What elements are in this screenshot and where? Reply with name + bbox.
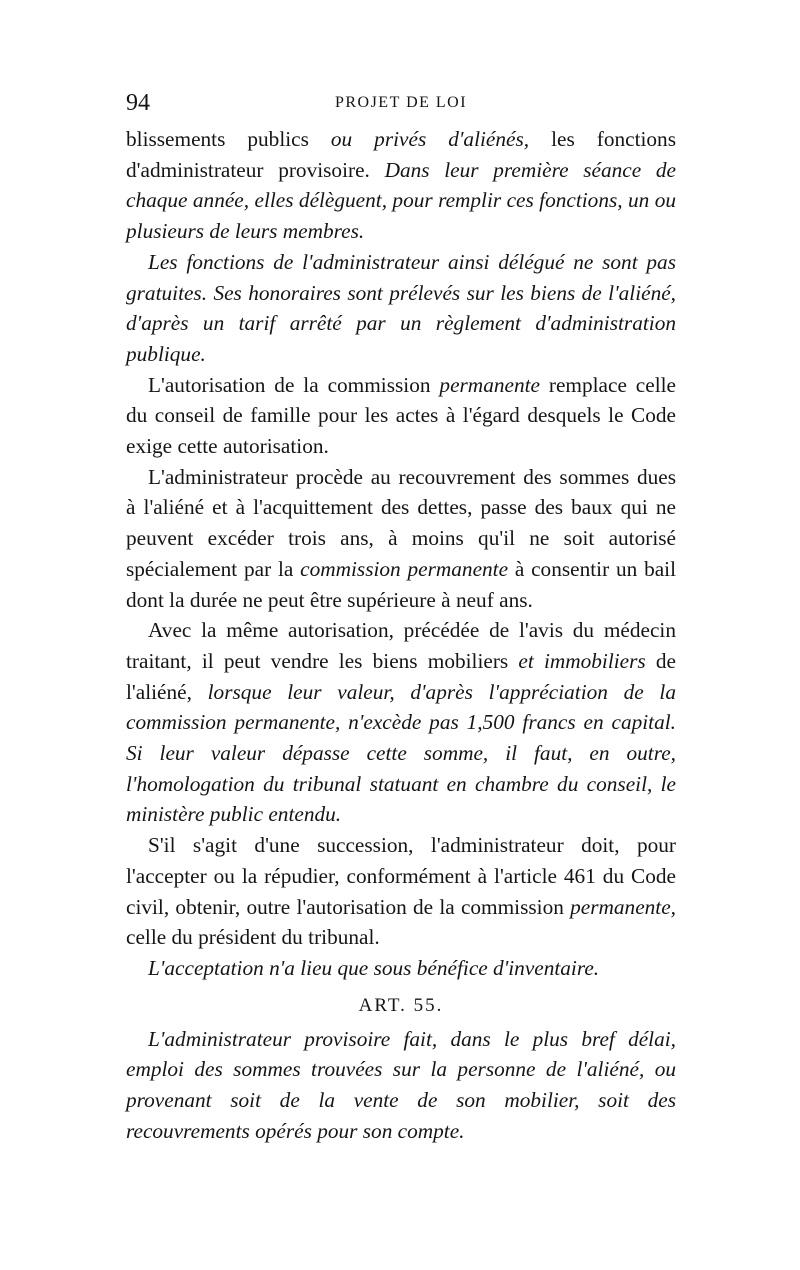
text-run: Avec la même autorisation, précédée de l'avis du médecin traitant, il peut vendre les biens mobiliers — [126, 618, 676, 673]
page-number: 94 — [126, 90, 150, 116]
italic-text: permanente, — [570, 894, 676, 919]
italic-text: L'acceptation n'a lieu que sous bénéfice d'inventaire. — [148, 955, 600, 980]
article-paragraph-group — [126, 1024, 676, 1147]
paragraph — [126, 247, 676, 370]
italic-text: lorsque leur valeur, d'après l'appréciation de la commission permanente, n'excède pas 1,500 francs en capital. Si leur valeur dépasse cette somme, il faut, en outre, l'homologation du tribunal statuant en chambre du conseil, le ministère public entendu. — [126, 679, 676, 827]
text-run: blissements publics — [126, 127, 331, 151]
paragraph — [126, 953, 676, 984]
italic-text: ou privés d'aliénés, — [330, 127, 530, 151]
text-run: remplace celle du conseil de famille pour les actes à l'égard desquels le Code exige cette autorisation. — [126, 372, 676, 459]
text-run: à consentir un bail dont la durée ne peut être supérieure à neuf ans. — [126, 556, 676, 612]
italic-text: Les fonctions de l'administrateur ainsi délégué ne sont pas gratuites. Ses honoraires sont prélevés sur les biens de l'aliéné, d'après un tarif arrêté par un règlement d'administration publique. — [126, 249, 676, 366]
paragraph — [126, 830, 676, 953]
italic-text: L'administrateur provisoire fait, dans le plus bref délai, emploi des sommes trouvées sur la personne de l'aliéné, ou provenant soit de la vente de son mobilier, soit des recouvrements opérés pour son compte. — [126, 1026, 676, 1143]
italic-text: permanente — [439, 372, 540, 397]
italic-text: et immobiliers — [518, 648, 646, 673]
running-title: PROJET DE LOI — [334, 94, 468, 111]
text-run: de l'aliéné, — [126, 648, 676, 704]
page-header — [126, 90, 676, 116]
text-run: L'autorisation de la commission — [148, 372, 440, 397]
italic-text: Dans leur première séance de chaque année, elles délèguent, pour remplir ces fonctions, un ou plusieurs de leurs membres. — [126, 157, 676, 244]
page-body — [126, 124, 676, 1147]
text-run: les fonctions d'administrateur provisoire. — [126, 127, 676, 182]
text-run: S'il s'agit d'une succession, l'administrateur doit, pour l'accepter ou la répudier, conformément à l'article 461 du Code civil, obtenir, outre l'autorisation de la commission — [126, 833, 676, 919]
paragraph — [126, 370, 676, 462]
paragraph — [126, 124, 676, 247]
article-heading: ART. 55. — [358, 994, 444, 1016]
text-run: celle du président du tribunal. — [126, 925, 380, 950]
paragraph — [126, 615, 676, 830]
paragraph-group — [126, 124, 676, 984]
text-run: L'administrateur procède au recouvrement des sommes dues à l'aliéné et à l'acquittement des dettes, passe des baux qui ne peuvent excéder trois ans, à moins qu'il ne soit autorisé spécialement par la — [126, 464, 676, 581]
italic-text: commission permanente — [300, 556, 509, 581]
paragraph — [126, 462, 676, 616]
paragraph — [126, 1024, 676, 1147]
